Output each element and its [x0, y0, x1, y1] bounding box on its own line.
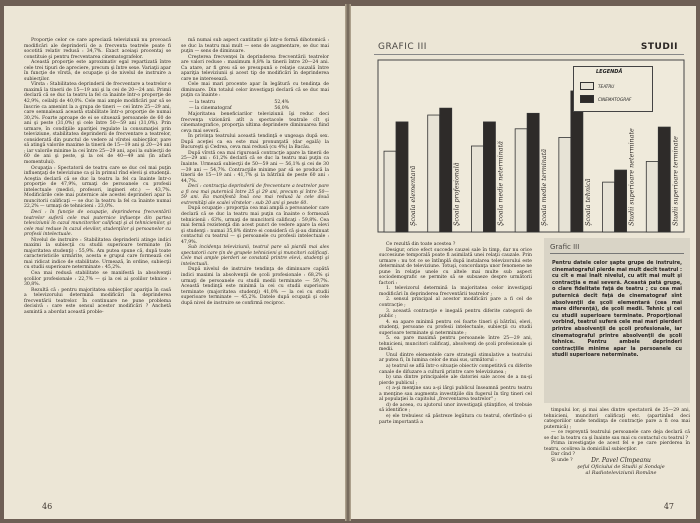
category-label-2: Şcoala medie neterminată	[496, 140, 505, 226]
bar-teatru-0	[384, 151, 396, 232]
paragraph: Ce rezultă din toate acestea ?	[386, 242, 456, 247]
legend-item-cinematograf	[580, 95, 631, 103]
paragraph: Cea mai redusă stabilitate se manifestă la absolvenţii şcolilor profesionale : 22,7% — şi la cei ai şcolilor tehnice : 30,8%.	[24, 270, 171, 288]
caption-title: Grafic III	[550, 243, 580, 251]
paragraph: 5. ea pare maximă pentru persoanele între 25—29 ani, tehnicieni, muncitori calificaţi, absolvenţi de şcoli profesionale şi medii.	[379, 336, 532, 353]
paragraph: Proporţie celor ce care apreciază televiziunii nu provoacă modificări ale deprinderii de a frecventa teatrele poate fi socotită relativ redusă : 34,7%. Exact aceiaşi procentaj se constituie şi pentru frecventarea cinematografelor.	[24, 38, 171, 60]
paragraph: După nivelul de instruire tendinţa de diminuare capătă indici maximi la absolvenţii de şcoli profesionale : 68,2% şi urmaţi de persoanele cu studii medii terminate — 59,7%. Această tendinţă este minimă la cei cu studii superioare terminate (majoritatea studenţi) 41,0% — la cei cu studii superioare terminate — 45,2%. Datele după ocupaţii şi cele după nivel de instruire se confirmă reciproc.	[181, 267, 329, 306]
author-title-1: şeful Oficiului de Studii şi Sondaje	[577, 464, 665, 470]
paragraph: Prima investigaţie de acest fel e pe care pierderea în teatru, ocolirea la domiciliul subiecţilor.	[544, 441, 690, 452]
paragraph: Cele mai mari procente apar în legătură cu tendinţa de diminuare. Din totalul celor investigaţi declară că se duc mai puţin ca înainte :	[181, 82, 329, 99]
paragraph: Unul dintre elementele care strategii stimulative a teatrului ar putea fi, în lumina celor de mai sus, următorul :	[379, 352, 532, 364]
paragraph: Deci : în funcţie de ocupaţie, deprinderea frecventării teatrelor suferă cele mai puternice influenţe din partea televiziunii în cazul muncitorilor calificaţi şi al tehnicienilor, şi cele mai reduse în cazul elevilor, studenţilor şi persoanelor cu profesii intelectuale.	[24, 209, 171, 238]
percent-list	[189, 100, 329, 111]
paragraph: După vîrstă cea mai riguroasă contracţie apare la tinerii de 25—29 ani : 61,2% declară că se duc la teatru mai puţin ca înainte. Urmează subiecţii de 50—59 ani — 56,1% şi cei de 30—39 ani — 54,7%. Contracţiile minime par să se producă la tinerii de 15—19 ani : 41,7% şi la bătrînii de peste 60 ani : 44,7%.	[181, 150, 329, 184]
legend-item-teatru	[580, 82, 614, 90]
paragraph: Creşterea frecvenţei în deprinderea frecventării teatrelor are valori reduse : maximum 8,8% la tinerii între 20—24 ani. Ca atare, ar fi greu să se presupună o relaţie cauzală între apariţia televiziunii şi acest tip de modificări în deprinderea care ne interesează.	[181, 54, 329, 82]
legend-swatch-teatru	[580, 82, 594, 90]
legend-title: LEGENDĂ	[596, 69, 623, 75]
percent-list-label: — la teatru	[189, 100, 216, 106]
percent-list-item	[189, 106, 289, 112]
bar-teatru-5	[603, 182, 615, 232]
left-column-1	[24, 38, 171, 315]
paragraph: Ocupaţia : Spectatorii de teatru care se duc cel mai puţin influenţaţi de televiziune ca şi în primul rînd elevii şi studenţii. Aceştia declară că se duc la teatru la fel ca înainte într-o proporţie de 47,9%, urmaţi de persoanele cu profesii intelectuale (medici, profesori, ingineri etc.) — 43,7%. Modificările cele mai puternice ale acestei deprinderi apar la muncitorii calificaţi — se duc la teatru la fel ca înainte numai 22,2% — urmaţi de tehnicieni : 23,0%.	[24, 165, 171, 210]
category-label-3: Şcoala medie terminată	[540, 148, 549, 226]
right-column-2	[544, 408, 690, 463]
bar-teatru-2	[471, 146, 483, 232]
paragraph: Majoritatea beneficiarilor televiziunii îşi reduc deci frecvenţa vizionării atît a spectacole teatrale cît şi cinematografice, proporţia ultima deprindere diminuarea fiind ceva mai severă.	[181, 112, 329, 134]
bar-cinematograf-2	[483, 122, 495, 232]
legend-swatch-cinematograf	[580, 95, 594, 103]
paragraph: timpului lor, şi mai ales dintre spectatorii de 25—29 ani, tehnicieni, muncitori calificaţi etc. (apartinînd deci categoriilor unde tendinţa de contracţie pare a fi cea mai puternică) ;	[544, 408, 690, 430]
category-label-5: Studii superioare neterminate	[627, 128, 636, 226]
paragraph: a) teatrul se află într-o situaţie obiectiv competitivă cu diferite canale de difuzare a culturii printre care televiziunea ;	[379, 364, 532, 375]
right-page	[351, 6, 696, 519]
paragraph: e) ele trebuiesc să păstreze legătura cu teatrul, ofertînd-o şi parte importantă a	[379, 413, 532, 425]
category-label-6: Studii superioare terminate	[671, 136, 680, 226]
percent-list-label: — la cinematograf	[189, 105, 232, 111]
paragraph: Nivelul de instruire : Stabilitatea deprinderii atinge indici maximi la subiecţii cu studii superioare terminate (în majoritatea studenţi) : 55,9%. Am putea spune că, după toate caracteristicile urmărite, acesta e grupul care formează cel mai ridicat indice de stabilitate. Urmează, în ordine, subiecţii cu studii superioare neterminate : 45,2%.	[24, 237, 171, 271]
bar-cinematograf-5	[615, 170, 627, 232]
section-header: STUDII	[640, 42, 678, 52]
bar-teatru-4	[559, 137, 571, 232]
bar-teatru-6	[646, 161, 658, 232]
category-label-1: Şcoala profesională	[452, 162, 461, 226]
left-column-2-intro	[181, 38, 329, 99]
caption-rule	[550, 253, 684, 254]
paragraph: c) a-şi menţine sau a-şi lărgi publicul înseamnă pentru teatru a menţine sau augmenta investiţiile din fugerul în tîrg tineri cel al populaţiei la capitolul „frecventarea teatrelor" ;	[379, 386, 532, 403]
bar-cinematograf-3	[527, 113, 539, 232]
category-label-0: Şcoala elementară	[409, 165, 417, 226]
author-name: Dr. Pavel Cîmpeanu	[591, 457, 651, 464]
bar-cinematograf-1	[440, 108, 452, 232]
legend-label-cinematograf: CINEMATOGRAF	[598, 96, 632, 102]
percent-list-value: 52,4%	[274, 100, 289, 106]
paragraph: Deci : contracţia deprinderii de frecventare a teatrelor pare a fi cea mai puternică între 25 şi 29 ani, precum şi între 50—59 ani. Ea manifestă însă cea mai redusă la cele două extremităţi ale scalei vîrstelor : sub 20 ani şi peste 60.	[181, 184, 329, 206]
bar-teatru-3	[515, 129, 527, 232]
paragraph: Vîrsta : Stabilitatea deprinderii de frecventare a teatrelor e maximă la tinerii de 15—19 ani şi la cei de 20—24 ani. Primii declară că se duc la teatru la fel ca înainte într-o proporţie de 42,9%, ceilalţi de 40,0%. Cele mai ample modificări par să se înscrie ca amenint la a grupa de tineri — cei între 25—29 ani, care semnalează această stabilitate într-o proporţie de numai 30,2%. Foarte aproape de ei se situează persoanele de 60 de ani şi peste (31,0%) şi cele între 50—59 ani (31,0%). Prin urmare, în condiţiile apariţiei regulate la consumaţiei prin televiziune, stabilitatea deprinderii de frecventare a teatrelor, considerată din punctul de vedere al vîrstei subiecţilor, pare să atingă valorile maxime la tinerii de 15—19 ani şi 20—24 ani ; iar valorile minime la cei între 25—29 ani, apoi la subiecţii de 60 de ani şi peste, şi la cei de 40—49 ani (în afară momentului).	[24, 82, 171, 166]
paragraph: După ocupaţie : proporţia cea mai amplă a persoanelor care declară că se duc la teatru mai puţin ca înainte o formează tehnicienii : 63%, urmaţi de muncitorii calificaţi : 59,8%. Cea mai fermă rezistenţă din acest punct de vedere apare la elevi şi studenţi : numai 35,8% dintre ei consideră că şi-au diminuat contactul cu teatrul — şi persoanele cu profesii intelectuale : 47,9%.	[181, 206, 329, 245]
paragraph: — ce repreyntă teatrului persoanele care deja declară că se duc la teatru ca şi înainte sau mai cu contactul cu teatrul ?	[544, 430, 690, 441]
page-number-right: 47	[663, 502, 674, 511]
left-page	[4, 6, 345, 519]
legend-label-teatru: TEATRU	[598, 83, 615, 89]
left-column-2-body	[181, 112, 329, 306]
paragraph: 2. sensul principal al acestor modificări pare a fi cel de contracţie ;	[379, 297, 532, 309]
paragraph: Dar cînd ?	[551, 452, 575, 458]
paragraph: Sub incidenţa televiziunii, teatrul pare să piardă mai ales spectatorii care ţin de grupele tehnicieni şi muncitori calificaţi. Cele mai ample pierderi se constată printre elevi, studenţi şi intelectuali.	[181, 245, 329, 267]
author-signature	[556, 458, 686, 476]
category-label-4: Şcoala tehnică	[583, 178, 592, 226]
paragraph: Şi unde ?	[551, 457, 573, 463]
page-number-left: 46	[42, 502, 53, 511]
bar-cinematograf-4	[571, 91, 583, 232]
paragraph: Această proporţie este aproximativ egal repartizată între cele trei tipuri de apreciere, precum şi între sexe. Variaţii apar în funcţie de vîrstă, de ocupaţie şi de nivelul de instruire a subiecţilor.	[24, 60, 171, 82]
paragraph: mă numai sub aspect cantitativ şi într-o formă dihotomică : se duc la teatru mai mult — sens de augmentare, se duc mai puţin — sens de diminuare.	[181, 38, 329, 55]
left-column-2	[181, 38, 329, 306]
paragraph: b) una dintre principalele ale datoriei sale acces de a nu-şi pierde publicul ;	[379, 375, 532, 386]
grafic-caption-box	[544, 238, 690, 403]
paragraph: Rezultă că : pentru majoritatea subiecţilor apariţia în casă a televizorului determină modificări în deprinderea frecventării teatrelor. În continuare ne pune problema decisivă : care este sensul acestor modificări ? Anchetă asmintă a abordat această proble-	[24, 287, 171, 315]
bar-teatru-1	[428, 115, 440, 232]
paragraph: 1. televizorul determină la majoritatea celor investigaţi modificări în deprinderea frecventării teatrelor ;	[379, 286, 532, 297]
bar-cinematograf-6	[658, 127, 670, 232]
paragraph: În privinţa teatrului această tendinţă e ungeaşa după sex. După aceţiei ca ea este mai pronunţată (dar egală) la Bucureşti şi Cedrea, ceva mai redusă (cu 4%) la Bacău.	[181, 134, 329, 151]
paragraph: Desigur, orice efect succede cauzei sale în timp, dar nu orice succesiune temporală poate fi asimilată unei relaţii cauzale. Prin urmare : nu tot ce se întîmplă după instalarea televizorului este determinat de televiziune. Totuşi, concordanţa unor fenomene ne pune în relaţie unele cu altele mai multe sub aspect sociodemografic se permite să se subsaeze despre următorii factori :	[379, 247, 532, 286]
author-title-2: al Radioteleviziunii Române	[585, 470, 657, 476]
paragraph: 4. ea apare minimă pentru cei foarte tineri şi bătrîni, elevi, studenţi, persoane cu profesii intelectuale, subiecţii cu studii superioare terminate şi neterminate ;	[379, 319, 532, 336]
right-column-1	[379, 242, 532, 425]
caption-text: Pentru datele celor şapte grupe de instruire, cinematograful pierde mai mult decît teatrul : cu cît e mai înalt nivelul, cu atît mai mult şi contracţia e mai severă. Această pată grupe, o clare fidelitate faţă de teatru ; cu cea mai puternică decît faţă de cinematograf sînt absolvenţii de şcoli elementară (cea mai mare diferenţă), de şcoli medii. Tehnic şi cei cu studii superioare terminate. Proporţional vorbind, teatrul suferă cele mai mari pierderi printre absolvenţii de şcoli profesionale, iar cinematograful printre absolvenţii de şcoli tehnice. Pentru ambele deprinderi contracţiile minime apar la persoanele cu studii superioare neterminate.	[552, 260, 682, 359]
paragraph: 3. această contracţie e inegală pentru diferite categorii de public ;	[379, 308, 532, 320]
percent-list-value: 56,0%	[274, 105, 289, 111]
bar-cinematograf-0	[396, 122, 408, 232]
grafic-title: GRAFIC III	[378, 42, 427, 52]
chart-legend	[573, 66, 653, 112]
header-rule	[374, 54, 684, 55]
paragraph: d) de aceea, cu ajutorul unor investigaţii ştiinţifice, el trebuie să identifice ;	[379, 402, 532, 414]
